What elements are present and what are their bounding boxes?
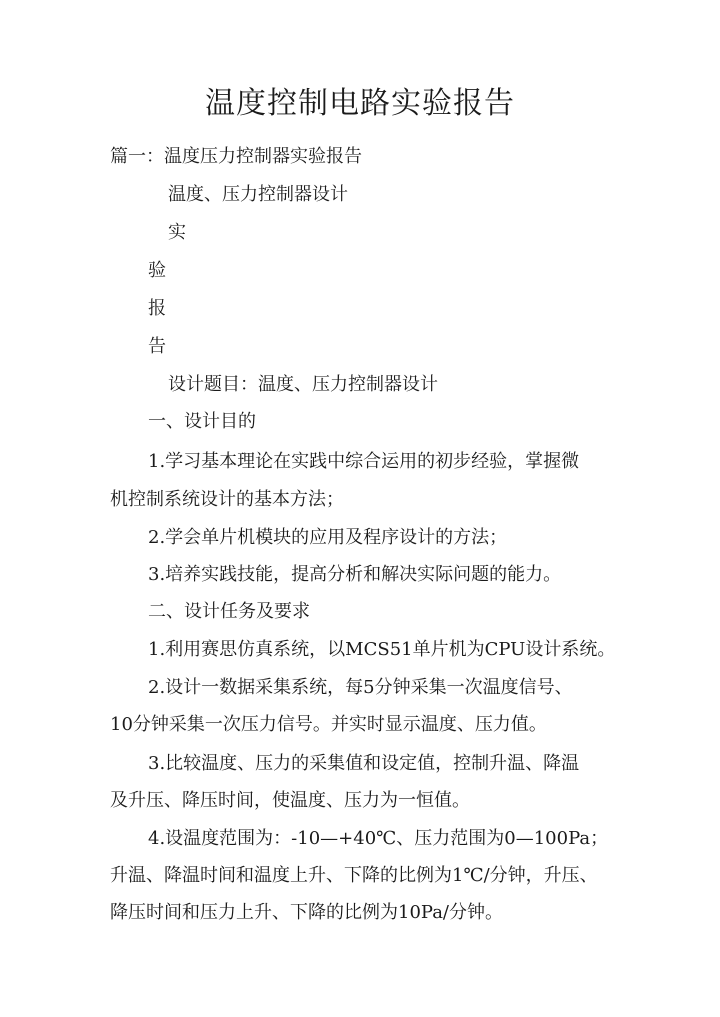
page-title: 温度控制电路实验报告: [205, 86, 515, 121]
paragraph-line: 及升压、降压时间，使温度、压力为一恒值。: [110, 790, 470, 811]
paragraph-line: 升温、降温时间和温度上升、下降的比例为1℃/分钟，升压、: [110, 865, 598, 886]
vertical-char-4: 告: [148, 336, 166, 357]
paragraph-line: 2.设计一数据采集系统，每5分钟采集一次温度信号、: [148, 677, 573, 698]
vertical-char-1: 实: [168, 222, 186, 243]
design-topic: 设计题目：温度、压力控制器设计: [168, 374, 438, 395]
paragraph-line: 3.培养实践技能，提高分析和解决实际问题的能力。: [148, 564, 562, 585]
paragraph-line: 4.设温度范围为：-10—+40℃、压力范围为0—100Pa；: [148, 828, 609, 849]
paragraph-line: 2.学会单片机模块的应用及程序设计的方法；: [148, 527, 508, 548]
paragraph-line: 降压时间和压力上升、下降的比例为10Pa/分钟。: [110, 902, 504, 923]
paragraph-line: 1.学习基本理论在实践中综合运用的初步经验，掌握微: [148, 451, 580, 472]
paragraph-line: 1.利用赛思仿真系统，以MCS51单片机为CPU设计系统。: [148, 639, 616, 660]
vertical-char-3: 报: [148, 298, 166, 319]
section-heading-tasks: 二、设计任务及要求: [148, 601, 310, 622]
article-subtitle: 温度、压力控制器设计: [168, 184, 348, 205]
paragraph-line: 3.比较温度、压力的采集值和设定值，控制升温、降温: [148, 753, 580, 774]
vertical-char-2: 验: [148, 260, 166, 281]
paragraph-line: 机控制系统设计的基本方法；: [110, 489, 344, 510]
paragraph-line: 10分钟采集一次压力信号。并实时显示温度、压力值。: [110, 714, 547, 735]
section-heading-purpose: 一、设计目的: [148, 411, 256, 432]
article-heading: 篇一：温度压力控制器实验报告: [110, 146, 362, 167]
